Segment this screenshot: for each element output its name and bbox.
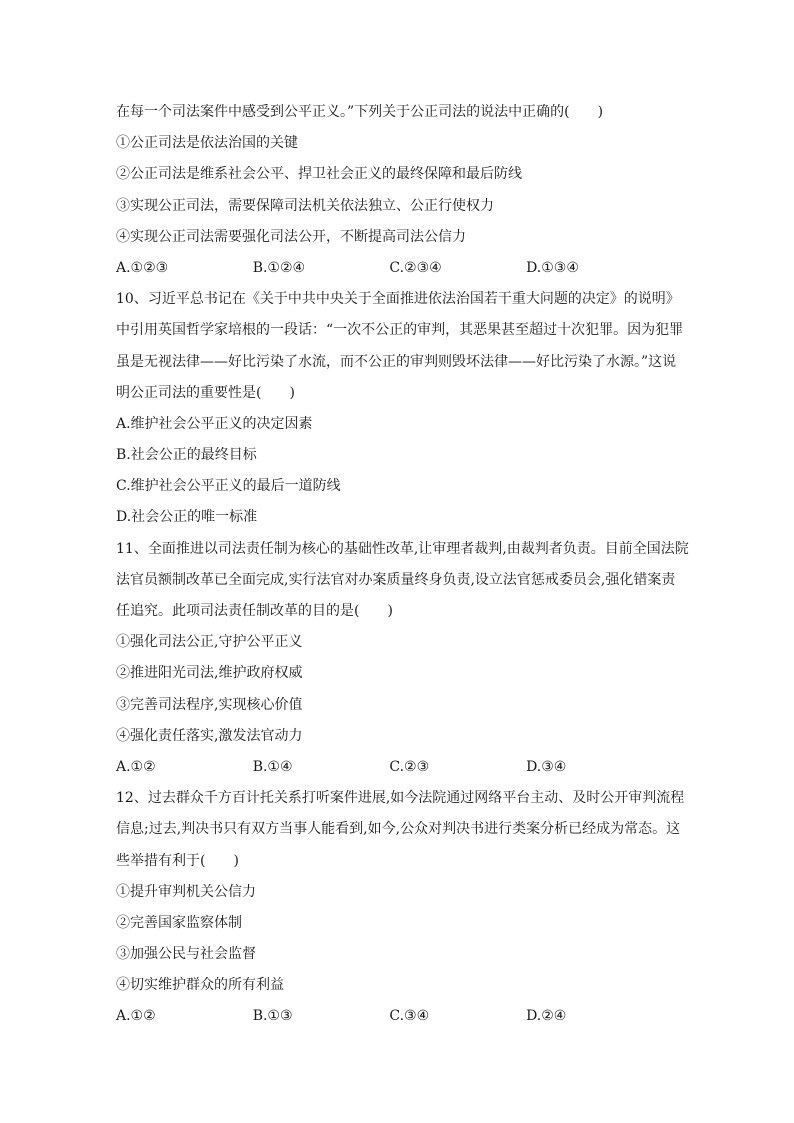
question-stem-line: 信息;过去,判决书只有双方当事人能看到,如今,公众对判决书进行类案分析已经成为常态。这 <box>116 821 681 838</box>
option-d: D.①③④ <box>526 259 579 276</box>
exam-content <box>116 97 756 1033</box>
option-d: D.②④ <box>526 1008 567 1025</box>
option-d: D.社会公正的唯一标准 <box>116 509 258 526</box>
answer-options <box>116 1001 756 1032</box>
option-b: B.①④ <box>252 758 293 775</box>
option-c: C.②③ <box>389 758 430 775</box>
question-11 <box>116 534 756 784</box>
question-stem-line: 12、过去群众千方百计托关系打听案件进展,如今法院通过网络平台主动、及时公开审判流程 <box>116 790 685 807</box>
question-10 <box>116 284 756 534</box>
question-stem-line: 10、习近平总书记在《关于中共中央关于全面推进依法治国若干重大问题的决定》的说明》 <box>116 291 680 308</box>
statement-4: ④实现公正司法需要强化司法公开，不断提高司法公信力 <box>116 228 466 245</box>
statement-3: ③加强公民与社会监督 <box>116 946 256 963</box>
question-stem-line: 在每一个司法案件中感受到公平正义。”下列关于公正司法的说法中正确的( ) <box>116 104 604 120</box>
question-stem-line: 11、全面推进以司法责任制为核心的基础性改革,让审理者裁判,由裁判者负责。目前全国法院 <box>116 540 689 557</box>
option-a: A.①②③ <box>116 259 169 276</box>
statement-3: ③完善司法程序,实现核心价值 <box>116 696 303 713</box>
answer-options <box>116 752 756 783</box>
statement-1: ①强化司法公正,守护公平正义 <box>116 634 303 651</box>
option-c: C.②③④ <box>389 259 442 276</box>
statement-2: ②推进阳光司法,维护政府权威 <box>116 665 303 682</box>
question-stem-line: 明公正司法的重要性是( ) <box>116 384 295 401</box>
question-stem-line: 些举措有利于( ) <box>116 852 239 869</box>
option-c: C.维护社会公平正义的最后一道防线 <box>116 478 341 495</box>
statement-4: ④强化责任落实,激发法官动力 <box>116 727 303 744</box>
question-stem-line: 任追究。此项司法责任制改革的目的是( ) <box>116 603 393 619</box>
question-stem-line: 中引用英国哲学家培根的一段话：“一次不公正的审判，其恶果甚至超过十次犯罪。因为犯罪 <box>116 322 684 339</box>
option-b: B.①②④ <box>252 259 306 276</box>
statement-1: ①公正司法是依法治国的关键 <box>116 135 298 152</box>
option-a: A.①② <box>116 1008 156 1025</box>
option-d: D.③④ <box>526 758 567 775</box>
question-stem-line: 法官员额制改革已全面完成,实行法官对办案质量终身负责,设立法官惩戒委员会,强化错案责 <box>116 571 676 588</box>
answer-options <box>116 253 756 284</box>
option-a: A.①② <box>116 758 156 775</box>
statement-2: ②公正司法是维系社会公平、捍卫社会正义的最终保障和最后防线 <box>116 166 522 183</box>
statement-1: ①提升审判机关公信力 <box>116 883 256 900</box>
option-a: A.维护社会公平正义的决定因素 <box>116 415 313 432</box>
question-stem-line: 虽是无视法律——好比污染了水流，而不公正的审判则毁坏法律——好比污染了水源。”这说 <box>116 353 677 370</box>
statement-2: ②完善国家监察体制 <box>116 914 242 931</box>
option-b: B.①③ <box>252 1008 293 1025</box>
statement-4: ④切实维护群众的所有利益 <box>116 977 284 994</box>
option-c: C.③④ <box>389 1008 430 1025</box>
statement-3: ③实现公正司法，需要保障司法机关依法独立、公正行使权力 <box>116 197 494 214</box>
question-9-continuation <box>116 97 756 284</box>
question-12 <box>116 783 756 1033</box>
option-b: B.社会公正的最终目标 <box>116 447 257 464</box>
